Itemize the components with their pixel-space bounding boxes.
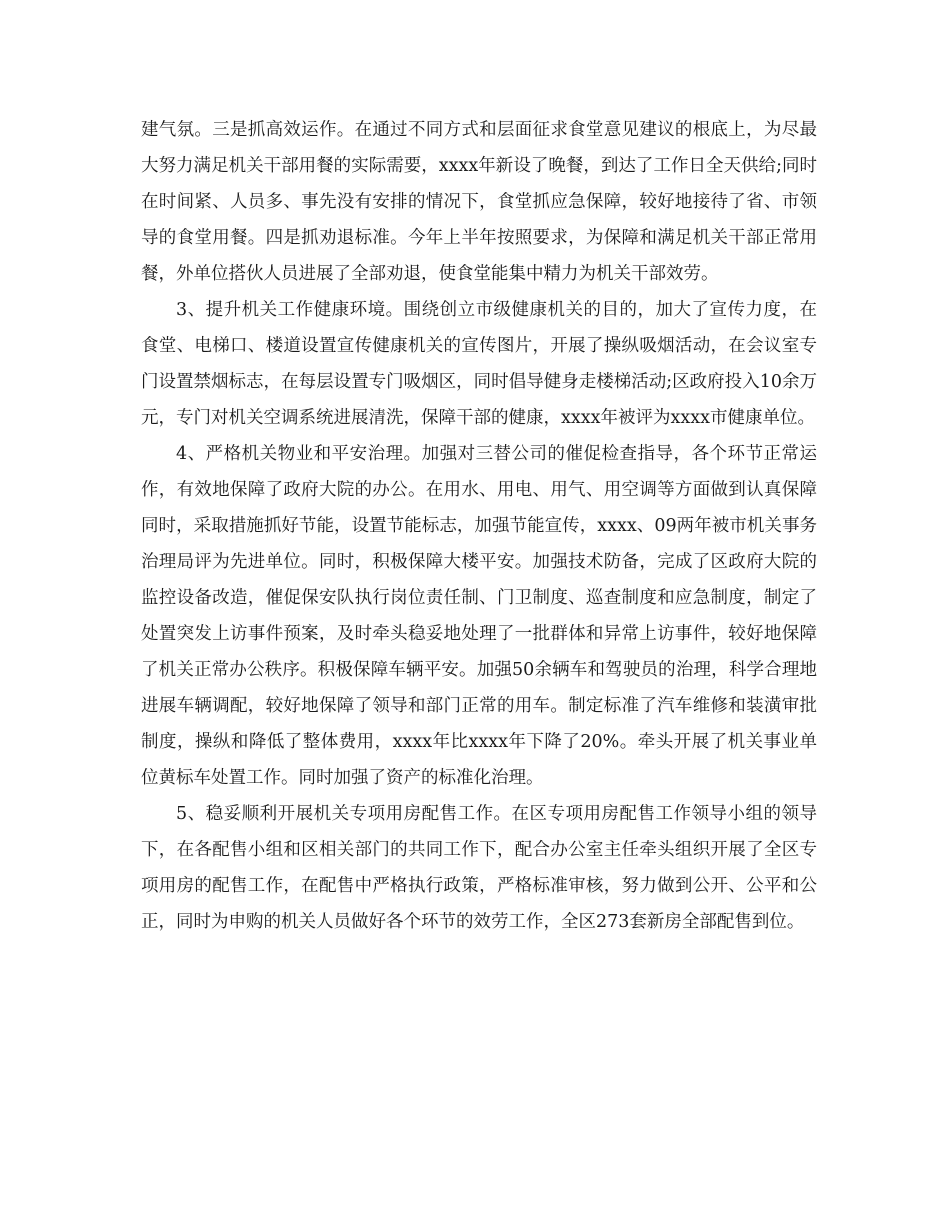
document-body — [141, 112, 817, 940]
paragraph-5-housing-sales: 5、稳妥顺利开展机关专项用房配售工作。在区专项用房配售工作领导小组的领导下，在各配售小组和区相关部门的共同工作下，配合办公室主任牵头组织开展了全区专项用房的配售工作，在配售中严格执行政策，严格标准审核，努力做到公开、公平和公正，同时为申购的机关人员做好各个环节的效劳工作，全区273套新房全部配售到位。 — [141, 804, 817, 932]
paragraph-4-property-safety: 4、严格机关物业和平安治理。加强对三替公司的催促检查指导，各个环节正常运作，有效地保障了政府大院的办公。在用水、用电、用气、用空调等方面做到认真保障同时，采取措施抓好节能，设置节能标志，加强节能宣传，xxxx、09两年被市机关事务治理局评为先进单位。同时，积极保障大楼平安。加强技术防备，完成了区政府大院的监控设备改造，催促保安队执行岗位责任制、门卫制度、巡查制度和应急制度，制定了处置突发上访事件预案，及时牵头稳妥地处理了一批群体和异常上访事件，较好地保障了机关正常办公秩序。积极保障车辆平安。加强50余辆车和驾驶员的治理，科学合理地进展车辆调配，较好地保障了领导和部门正常的用车。制定标准了汽车维修和装潢审批制度，操纵和降低了整体费用，xxxx年比xxxx年下降了20%。牵头开展了机关事业单位黄标车处置工作。同时加强了资产的标准化治理。 — [141, 444, 817, 788]
paragraph-continuation: 建气氛。三是抓高效运作。在通过不同方式和层面征求食堂意见建议的根底上，为尽最大努力满足机关干部用餐的实际需要，xxxx年新设了晚餐，到达了工作日全天供给;同时在时间紧、人员多、事先没有安排的情况下，食堂抓应急保障，较好地接待了省、市领导的食堂用餐。四是抓劝退标准。今年上半年按照要求，为保障和满足机关干部正常用餐，外单位搭伙人员进展了全部劝退，使食堂能集中精力为机关干部效劳。 — [141, 120, 817, 284]
paragraph-3-health-environment: 3、提升机关工作健康环境。围绕创立市级健康机关的目的，加大了宣传力度，在食堂、电梯口、楼道设置宣传健康机关的宣传图片，开展了操纵吸烟活动，在会议室专门设置禁烟标志，在每层设置专门吸烟区，同时倡导健身走楼梯活动;区政府投入10余万元，专门对机关空调系统进展清洗，保障干部的健康，xxxx年被评为xxxx市健康单位。 — [141, 300, 817, 428]
